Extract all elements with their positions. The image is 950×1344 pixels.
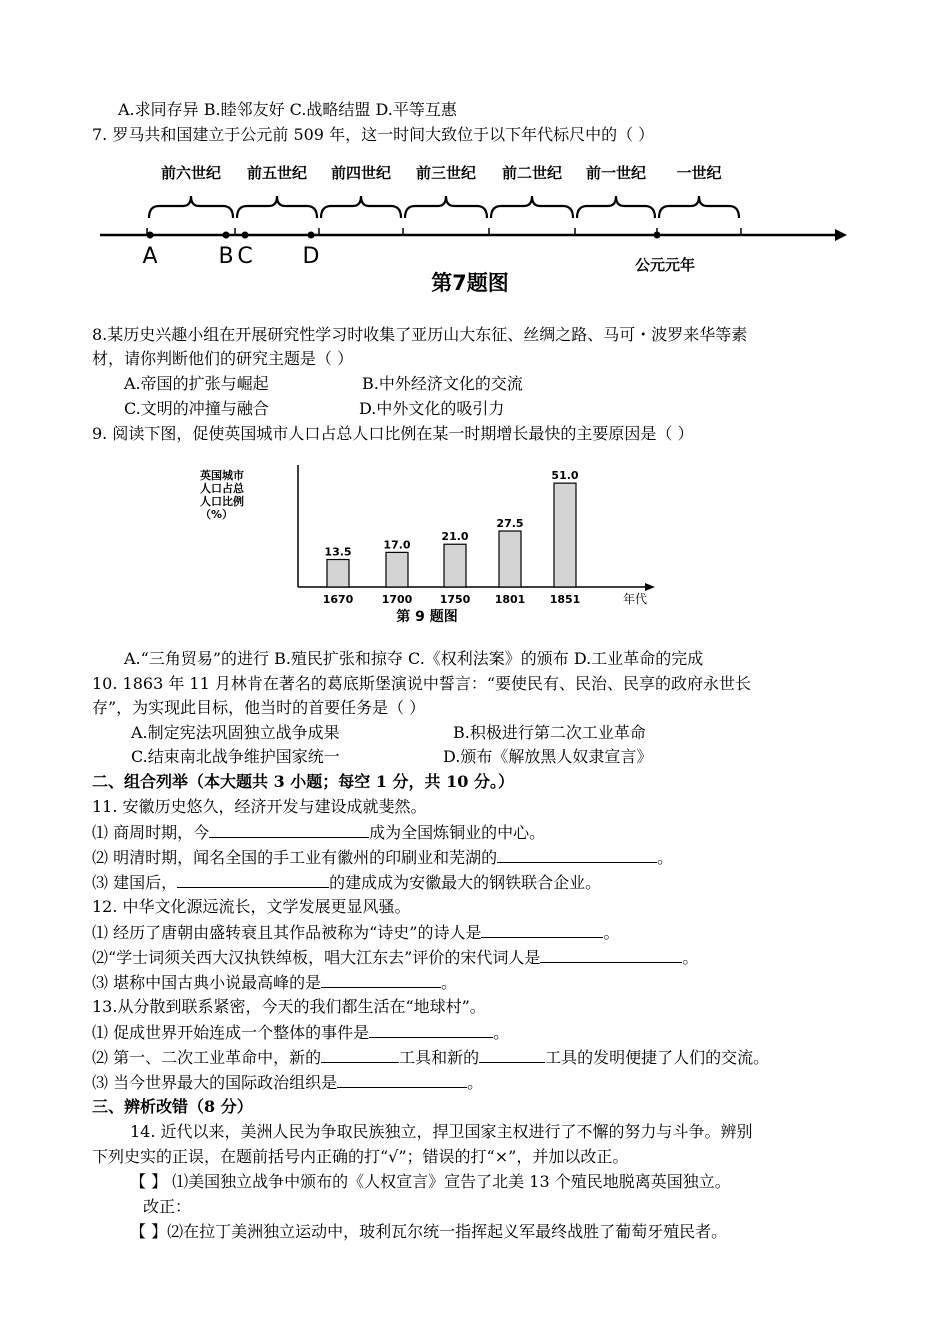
q8-stem-line2: 材，请你判断他们的研究主题是（ ） bbox=[92, 349, 354, 368]
answer-blank[interactable] bbox=[369, 1021, 493, 1038]
answer-blank[interactable] bbox=[481, 921, 603, 938]
century-brace bbox=[405, 196, 487, 218]
q11-part2: ⑵ 明清时期，闻名全国的手工业有徽州的印刷业和芜湖的 。 bbox=[92, 848, 674, 867]
answer-blank[interactable] bbox=[321, 1046, 399, 1063]
timeline-point-b: B bbox=[218, 244, 234, 269]
section2-heading: 二、组合列举（本大题共 3 小题；每空 1 分，共 10 分。） bbox=[92, 772, 514, 791]
timeline-dot bbox=[147, 232, 154, 239]
chart-data-label: 21.0 bbox=[441, 530, 469, 544]
q9-stem: 9. 阅读下图，促使英国城市人口占总人口比例在某一时期增长最快的主要原因是（ ） bbox=[92, 424, 694, 443]
q11-part3: ⑶ 建国后， 的建成成为安徽最大的钢铁联合企业。 bbox=[92, 873, 602, 892]
q13-part2: ⑵ 第一、二次工业革命中，新的 工具和新的 工具的发明便捷了人们的交流。 bbox=[92, 1048, 770, 1067]
timeline-point-c: C bbox=[237, 244, 253, 269]
answer-blank[interactable] bbox=[497, 846, 657, 863]
q10-option-b: B.积极进行第二次工业革命 bbox=[453, 723, 646, 742]
century-label: 前六世纪 bbox=[160, 164, 222, 182]
timeline-arrow bbox=[835, 229, 847, 241]
q6-options: A.求同存异 B.睦邻友好 C.战略结盟 D.平等互惠 bbox=[118, 100, 457, 119]
q10-stem-line2: 存”，为实现此目标，他当时的首要任务是（ ） bbox=[92, 698, 426, 717]
q8-option-c: C.文明的冲撞与融合 bbox=[124, 399, 269, 418]
chart-data-label: 51.0 bbox=[551, 469, 579, 483]
chart-ylabel-line: 人口比例 bbox=[200, 495, 244, 508]
answer-blank[interactable] bbox=[177, 871, 329, 888]
chart-data-label: 13.5 bbox=[324, 545, 352, 559]
timeline-dot bbox=[654, 232, 661, 239]
q10-stem-line1: 10. 1863 年 11 月林肯在著名的葛底斯堡演说中誓言：“要使民有、民治、民享的政府永世长 bbox=[92, 674, 752, 693]
q8-option-b: B.中外经济文化的交流 bbox=[362, 374, 523, 393]
answer-blank[interactable] bbox=[337, 1071, 467, 1088]
q13-stem: 13.从分散到联系紧密，今天的我们都生活在“地球村”。 bbox=[92, 997, 486, 1016]
q12-part2: ⑵“学士词须关西大汉执铁绰板，唱大江东去”评价的宋代词人是 。 bbox=[92, 948, 699, 967]
q7-timeline-figure bbox=[95, 150, 855, 305]
q8-option-a: A.帝国的扩张与崛起 bbox=[124, 374, 269, 393]
century-label: 前三世纪 bbox=[415, 164, 477, 182]
chart-bar bbox=[444, 544, 466, 587]
timeline-dot bbox=[308, 232, 315, 239]
chart-x-tick-label: 1801 bbox=[494, 593, 526, 606]
century-brace bbox=[659, 196, 739, 218]
century-brace bbox=[577, 196, 655, 218]
chart-bar bbox=[327, 560, 349, 587]
chart-x-tick-label: 1851 bbox=[549, 593, 581, 606]
q14-item2: 【 】⑵在拉丁美洲独立运动中，玻利瓦尔统一指挥起义军最终战胜了葡萄牙殖民者。 bbox=[130, 1222, 728, 1241]
century-label: 前五世纪 bbox=[246, 164, 308, 182]
q8-stem-line1: 8.某历史兴趣小组在开展研究性学习时收集了亚历山大东征、丝绸之路、马可・波罗来华等素 bbox=[92, 325, 748, 344]
q14-stem-line1: 14. 近代以来，美洲人民为争取民族独立，捍卫国家主权进行了不懈的努力与斗争。辨别 bbox=[130, 1122, 753, 1141]
section3-heading: 三、辨析改错（8 分） bbox=[92, 1097, 253, 1116]
chart-x-tick-label: 1750 bbox=[439, 593, 471, 606]
chart-ylabel-line: 人口占总 bbox=[200, 482, 244, 495]
timeline-dot bbox=[223, 232, 230, 239]
chart-x-tick-label: 1700 bbox=[381, 593, 413, 606]
century-brace bbox=[321, 196, 401, 218]
q11-stem: 11. 安徽历史悠久，经济开发与建设成就斐然。 bbox=[92, 797, 427, 816]
chart-data-label: 27.5 bbox=[496, 517, 524, 530]
century-brace bbox=[491, 196, 573, 218]
century-label: 一世纪 bbox=[676, 164, 722, 182]
century-label: 前四世纪 bbox=[330, 164, 392, 182]
century-brace bbox=[237, 196, 317, 218]
chart-data-label: 17.0 bbox=[383, 538, 411, 552]
chart-bar bbox=[554, 483, 576, 587]
chart-ylabel-line: 英国城市 bbox=[200, 469, 244, 482]
q12-stem: 12. 中华文化源远流长，文学发展更显风骚。 bbox=[92, 897, 411, 916]
q8-option-d: D.中外文化的吸引力 bbox=[359, 399, 505, 418]
answer-blank[interactable] bbox=[209, 821, 369, 838]
q12-part3: ⑶ 堪称中国古典小说最高峰的是 。 bbox=[92, 973, 458, 992]
timeline-point-d: D bbox=[302, 244, 320, 269]
q14-item1: 【 】 ⑴美国独立战争中颁布的《人权宣言》宣告了北美 13 个殖民地脱离英国独立。 bbox=[130, 1172, 731, 1191]
chart-title: 第 9 题图 bbox=[396, 609, 458, 625]
q12-part1: ⑴ 经历了唐朝由盛转衰且其作品被称为“诗史”的诗人是 。 bbox=[92, 923, 620, 942]
q14-stem-line2: 下列史实的正误，在题前括号内正确的打“√”；错误的打“×”，并加以改正。 bbox=[92, 1147, 629, 1166]
answer-blank[interactable] bbox=[540, 946, 682, 963]
q9-options: A.“三角贸易”的进行 B.殖民扩张和掠夺 C.《权利法案》的颁布 D.工业革命的完成 bbox=[124, 649, 704, 668]
century-label: 前二世纪 bbox=[501, 164, 563, 182]
chart-x-tick-label: 1670 bbox=[322, 593, 354, 606]
q7-stem: 7. 罗马共和国建立于公元前 509 年，这一时间大致位于以下年代标尺中的（ ） bbox=[92, 125, 655, 144]
timeline-era-label: 公元元年 bbox=[634, 256, 696, 274]
chart-bar bbox=[499, 531, 521, 587]
chart-bar bbox=[386, 552, 408, 587]
century-brace bbox=[149, 196, 233, 218]
century-label: 前一世纪 bbox=[585, 164, 647, 182]
timeline-caption: 第7题图 bbox=[431, 271, 509, 295]
q9-bar-chart bbox=[195, 460, 695, 635]
q10-option-d: D.颁布《解放黑人奴隶宣言》 bbox=[443, 747, 653, 766]
timeline-point-a: A bbox=[142, 244, 158, 269]
q10-option-a: A.制定宪法巩固独立战争成果 bbox=[131, 723, 340, 742]
q10-option-c: C.结束南北战争维护国家统一 bbox=[131, 747, 340, 766]
answer-blank[interactable] bbox=[321, 971, 441, 988]
q13-part3: ⑶ 当今世界最大的国际政治组织是 。 bbox=[92, 1073, 484, 1092]
q11-part1: ⑴ 商周时期，今 成为全国炼铜业的中心。 bbox=[92, 823, 546, 842]
timeline-dot bbox=[242, 232, 249, 239]
chart-x-arrow bbox=[645, 583, 655, 591]
q14-correction-label: 改正： bbox=[143, 1197, 192, 1216]
q13-part1: ⑴ 促成世界开始连成一个整体的事件是 。 bbox=[92, 1023, 510, 1042]
chart-xlabel: 年代 bbox=[622, 592, 648, 606]
chart-ylabel-line: （%） bbox=[200, 508, 234, 521]
answer-blank[interactable] bbox=[479, 1046, 545, 1063]
